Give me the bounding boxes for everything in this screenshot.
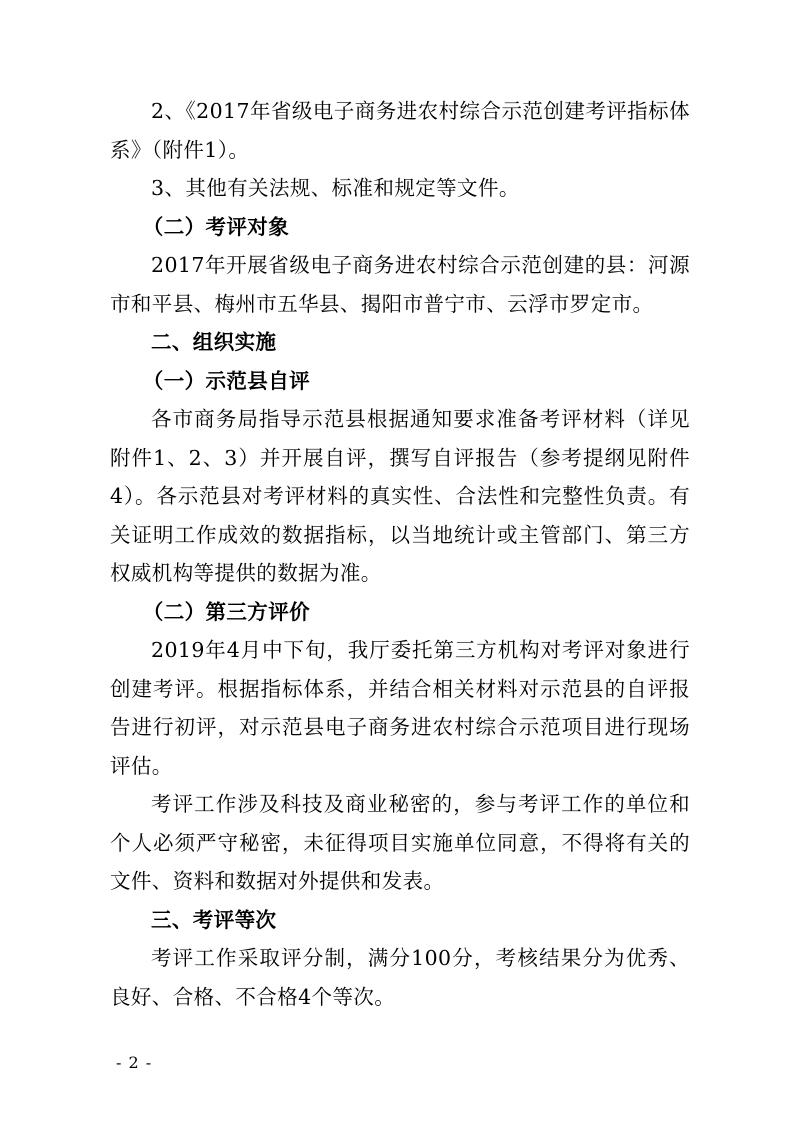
heading-third-party: （二）第三方评价 xyxy=(142,599,310,624)
heading-grades: 三、考评等次 xyxy=(151,907,277,932)
paragraph-basis-3: 3、其他有关法规、标准和规定等文件。 xyxy=(151,176,520,200)
paragraph-self-evaluation: 各市商务局指导示范县根据通知要求准备考评材料（详见附件1、2、3）并开展自评，撰写自评报告（参考提纲见附件4）。各示范县对考评材料的真实性、合法性和完整性负责。有关证明工作成效的数据指标，以当地统计或主管部门、第三方权威机构等提供的数据为准。 xyxy=(110,407,690,585)
paragraph-basis-2: 2、《2017年省级电子商务进农村综合示范创建考评指标体系》（附件1）。 xyxy=(110,99,690,162)
paragraph-confidentiality: 考评工作涉及科技及商业秘密的，参与考评工作的单位和个人必须严守秘密，未征得项目实施单位同意，不得将有关的文件、资料和数据对外提供和发表。 xyxy=(110,792,690,893)
paragraph-third-party: 2019年4月中下旬，我厅委托第三方机构对考评对象进行创建考评。根据指标体系，并结合相关材料对示范县的自评报告进行初评，对示范县电子商务进农村综合示范项目进行现场评估。 xyxy=(110,638,690,778)
page-number: - 2 - xyxy=(116,1053,153,1072)
heading-evaluation-target: （二）考评对象 xyxy=(142,214,290,239)
paragraph-grades: 考评工作采取评分制，满分100分，考核结果分为优秀、良好、合格、不合格4个等次。 xyxy=(110,946,690,1009)
document-body xyxy=(110,92,690,1016)
heading-organization: 二、组织实施 xyxy=(151,330,277,354)
paragraph-evaluation-target: 2017年开展省级电子商务进农村综合示范创建的县：河源市和平县、梅州市五华县、揭阳市普宁市、云浮市罗定市。 xyxy=(110,253,690,316)
heading-self-evaluation: （一）示范县自评 xyxy=(142,368,310,393)
